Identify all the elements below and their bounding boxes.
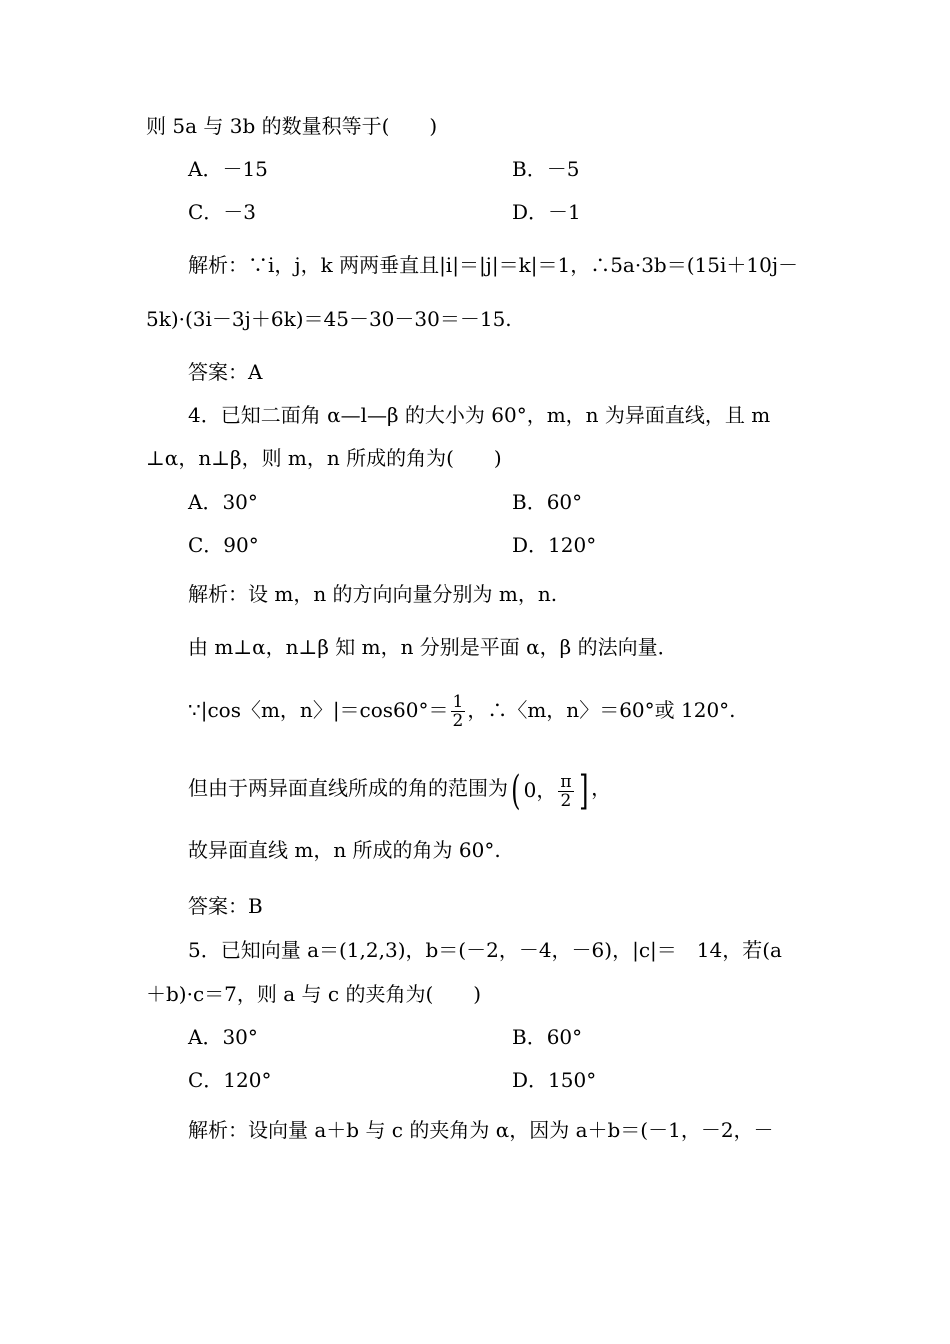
fraction-numerator: 1 xyxy=(452,692,464,712)
q3-option-b: B．－5 xyxy=(512,157,580,181)
right-bracket-icon: ] xyxy=(578,768,589,814)
q5-solution-line-1: 解析：设向量 a＋b 与 c 的夹角为 α，因为 a＋b＝(－1，－2，－ xyxy=(188,1118,774,1142)
pi-over-two-fraction xyxy=(558,773,573,810)
q4-solution-line-4 xyxy=(188,766,611,812)
pi-denominator: 2 xyxy=(560,790,572,811)
q4-answer: 答案：B xyxy=(188,894,263,918)
q5-stem-line-1: 5．已知向量 a＝(1,2,3)，b＝(－2，－4，－6)，|c|＝ 14，若(a xyxy=(188,938,782,962)
q4-option-a: A．30° xyxy=(188,490,258,514)
q4-range-text: 但由于两异面直线所成的角的范围为 xyxy=(188,776,508,800)
half-fraction xyxy=(451,693,466,730)
q4-solution-line-5: 故异面直线 m，n 所成的角为 60°. xyxy=(188,838,501,862)
q3-solution-line-2: 5k)·(3i－3j＋6k)＝45－30－30＝－15. xyxy=(146,307,512,331)
q3-answer: 答案：A xyxy=(188,360,263,384)
q5-option-a: A．30° xyxy=(188,1025,258,1049)
interval-left-bound: 0， xyxy=(523,777,557,802)
fraction-denominator: 2 xyxy=(452,711,464,731)
q3-option-a: A．－15 xyxy=(188,157,268,181)
q4-stem-line-2: ⊥α，n⊥β，则 m，n 所成的角为( ) xyxy=(146,446,502,470)
q5-option-d: D．150° xyxy=(512,1068,597,1092)
q3-option-d: D．－1 xyxy=(512,200,581,224)
q4-option-c: C．90° xyxy=(188,533,259,557)
q3-stem: 则 5a 与 3b 的数量积等于( ) xyxy=(146,114,438,138)
q3-option-c: C．－3 xyxy=(188,200,257,224)
q4-cos-text: ∵|cos〈m，n〉|＝cos60°＝ xyxy=(188,698,449,722)
q5-option-b: B．60° xyxy=(512,1025,583,1049)
pi-numerator: π xyxy=(560,771,572,792)
q4-solution-line-3 xyxy=(188,690,736,730)
q4-option-b: B．60° xyxy=(512,490,583,514)
left-paren-icon: ( xyxy=(511,768,521,814)
q4-option-d: D．120° xyxy=(512,533,597,557)
q5-stem-line-2: ＋b)·c＝7，则 a 与 c 的夹角为( ) xyxy=(146,982,482,1006)
q4-angle-result: ，∴〈m，n〉＝60°或 120°. xyxy=(467,698,736,722)
q5-option-c: C．120° xyxy=(188,1068,272,1092)
q4-range-comma: ， xyxy=(591,776,612,800)
q3-solution-line-1: 解析：∵i，j，k 两两垂直且|i|＝|j|＝k|＝1，∴5a·3b＝(15i＋10j－ xyxy=(188,253,799,277)
q4-solution-line-1: 解析：设 m，n 的方向向量分别为 m，n. xyxy=(188,582,558,606)
q4-stem-line-1: 4．已知二面角 α—l—β 的大小为 60°，m，n 为异面直线，且 m xyxy=(188,403,771,427)
angle-interval xyxy=(508,768,591,812)
q4-solution-line-2: 由 m⊥α，n⊥β 知 m，n 分别是平面 α，β 的法向量． xyxy=(188,635,678,659)
